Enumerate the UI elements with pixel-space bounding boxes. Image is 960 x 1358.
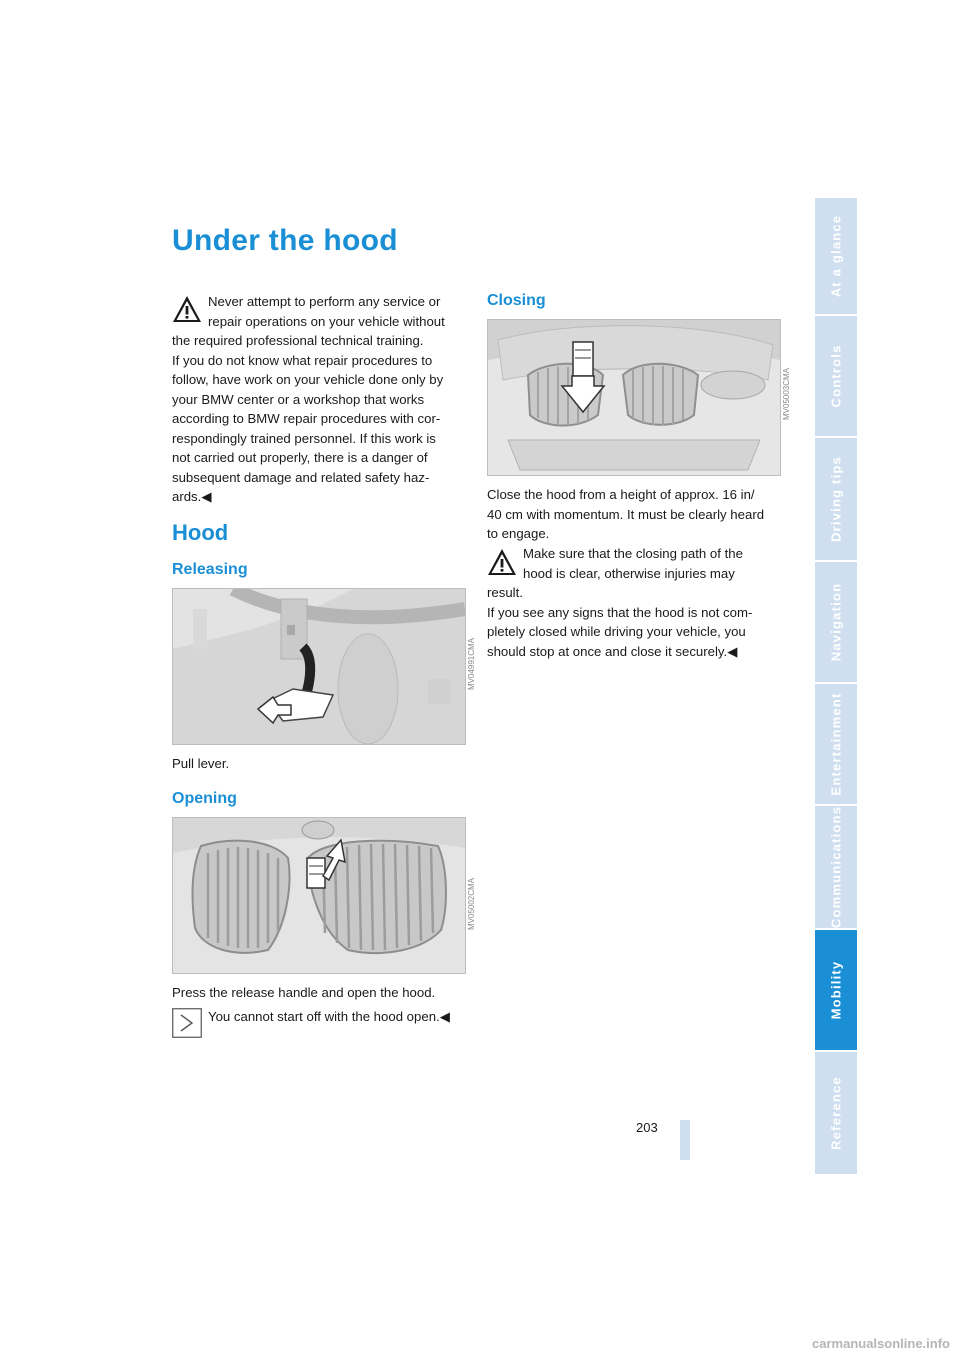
closing-line: 40 cm with momentum. It must be clearly heard: [487, 506, 765, 522]
page-number: 203: [636, 1120, 658, 1135]
tab-label: At a glance: [828, 214, 844, 298]
tab-label: Navigation: [828, 582, 844, 662]
page-number-bar: [680, 1120, 690, 1160]
releasing-illustration: [173, 589, 465, 744]
intro-line: repair operations on your vehicle without: [208, 313, 445, 329]
intro-line: subsequent damage and related safety haz-: [172, 469, 430, 485]
releasing-caption: Pull lever.: [172, 756, 230, 771]
closing-line: Close the hood from a height of approx. 16 in/: [487, 487, 755, 502]
tab-communications[interactable]: [815, 806, 857, 930]
opening-figure: [172, 817, 466, 974]
tab-reference[interactable]: [815, 1052, 857, 1176]
tab-at-a-glance[interactable]: [815, 198, 857, 316]
intro-line: follow, have work on your vehicle done only by: [172, 372, 444, 387]
intro-line: the required professional technical training.: [172, 333, 424, 348]
tab-controls[interactable]: [815, 316, 857, 438]
footer-watermark[interactable]: carmanualsonline.info: [812, 1336, 950, 1351]
closing-warning-line: If you see any signs that the hood is not com-: [487, 604, 753, 620]
closing-line: to engage.: [487, 526, 550, 541]
opening-illustration: [173, 818, 465, 973]
tab-mobility[interactable]: [815, 930, 857, 1052]
intro-line: your BMW center or a workshop that works: [172, 391, 425, 407]
tab-entertainment[interactable]: [815, 684, 857, 806]
closing-illustration: [488, 320, 780, 475]
note-arrow-icon: [172, 1008, 202, 1038]
opening-figure-code: MV05002CMA: [467, 877, 476, 930]
intro-line: according to BMW repair procedures with cor-: [172, 411, 441, 426]
tab-label: Communications: [828, 806, 844, 929]
intro-line: If you do not know what repair procedures to: [172, 352, 433, 368]
tab-label: Reference: [828, 1076, 844, 1150]
page-title: Under the hood: [172, 224, 398, 257]
closing-warning-line: result.: [487, 585, 523, 600]
releasing-figure: [172, 588, 466, 745]
closing-warning-line: hood is clear, otherwise injuries may: [523, 565, 735, 581]
opening-heading: Opening: [172, 790, 237, 807]
closing-heading: Closing: [487, 292, 546, 309]
tab-label: Mobility: [828, 960, 844, 1020]
intro-line: respondingly trained personnel. If this work is: [172, 430, 436, 446]
tab-label: Driving tips: [828, 456, 844, 542]
tab-navigation[interactable]: [815, 562, 857, 684]
closing-figure-code: MV05003CMA: [782, 367, 791, 420]
closing-warning-line: pletely closed while driving your vehicle, you: [487, 624, 746, 639]
opening-note: You cannot start off with the hood open.◀: [208, 1009, 450, 1024]
hood-heading: Hood: [172, 520, 229, 545]
intro-warning-text: [172, 292, 467, 507]
releasing-heading: Releasing: [172, 561, 248, 578]
intro-line: Never attempt to perform any service or: [208, 294, 441, 309]
closing-figure: [487, 319, 781, 476]
tab-label: Entertainment: [828, 692, 844, 796]
closing-warning-line: should stop at once and close it securely.◀: [487, 643, 738, 659]
releasing-figure-code: MV04991CMA: [467, 637, 476, 690]
intro-line: ards.◀: [172, 489, 212, 504]
closing-text: [487, 485, 787, 544]
intro-line: not carried out properly, there is a danger of: [172, 450, 428, 465]
closing-warning-line: Make sure that the closing path of the: [523, 546, 743, 561]
tab-driving-tips[interactable]: [815, 438, 857, 562]
closing-warning-text: [487, 544, 787, 661]
tab-label: Controls: [828, 344, 844, 408]
opening-caption: Press the release handle and open the hood.: [172, 985, 436, 1000]
chapter-tabs: [815, 198, 857, 1160]
